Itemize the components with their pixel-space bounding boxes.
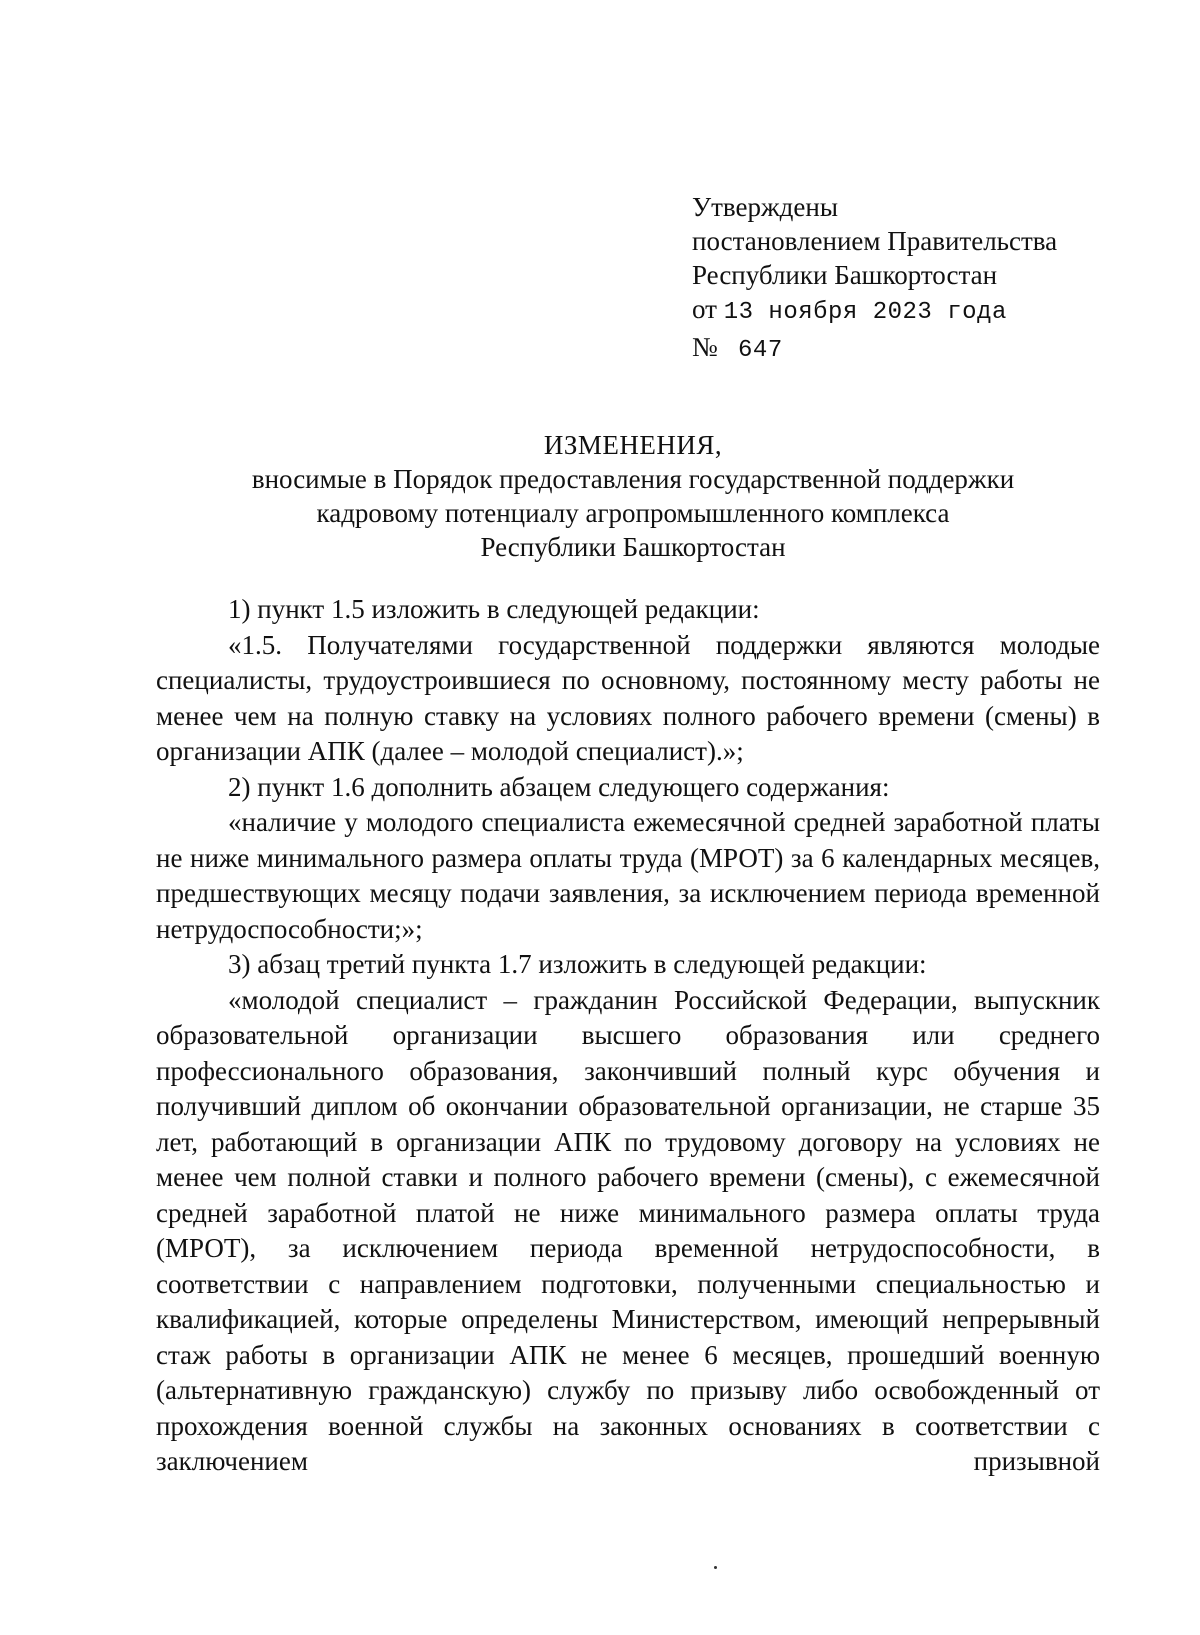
approval-number-value: 647 <box>738 337 783 364</box>
approval-line-approved: Утверждены <box>692 192 838 222</box>
paragraph-quote-1-7: «молодой специалист – гражданин Российской Федерации, выпускник образовательной организации высшего образования или среднего профессионального образования, закончивший полный курс обучения и получивший диплом об окончании образовательной организации, не старше 35 лет, работающий в организации АПК по трудовому договору на условиях не менее чем полной ставки и полного рабочего времени (смены), с ежемесячной средней заработной платой не ниже минимального размера оплаты труда (МРОТ), за исключением периода временной нетрудоспособности, в соответствии с направлением подготовки, полученными специальностью и квалификацией, которые определены Министерством, имеющий непрерывный стаж работы в организации АПК не менее 6 месяцев, прошедший военную (альтернативную гражданскую) службу по призыву либо освобожденный от прохождения военной службы на законных основаниях в соответствии с заключением призывной <box>156 984 1100 1476</box>
paragraph-quote-1-5: «1.5. Получателями государственной поддержки являются молодые специалисты, трудоустроившиеся по основному, постоянному месту работы не менее чем на полную ставку на условиях полного рабочего времени (смены) в организации АПК (далее – молодой специалист).»; <box>156 629 1100 766</box>
document-title-block <box>150 428 1116 564</box>
paragraph-item-2: 2) пункт 1.6 дополнить абзацем следующего содержания: <box>228 771 890 802</box>
approval-number-line <box>692 330 1057 368</box>
approval-date-value: 13 ноября 2023 года <box>723 299 1007 326</box>
approval-line-resolution: постановлением Правительства <box>692 226 1058 256</box>
approval-stamp-block <box>692 190 1057 368</box>
paragraph-quote-1-6: «наличие у молодого специалиста ежемесячной средней заработной платы не ниже минимального размера оплаты труда (МРОТ) за 6 календарных месяцев, предшествующих месяцу подачи заявления, за исключением периода временной нетрудоспособности;»; <box>156 807 1100 944</box>
approval-line-republic: Республики Башкортостан <box>692 260 998 290</box>
document-subtitle-line-1: вносимые в Порядок предоставления государственной поддержки <box>251 464 1015 494</box>
approval-date-prefix: от <box>692 294 717 324</box>
document-subtitle-line-3: Республики Башкортостан <box>480 532 786 562</box>
paragraph-item-3: 3) абзац третий пункта 1.7 изложить в следующей редакции: <box>228 949 927 979</box>
scan-speck <box>714 1566 717 1569</box>
document-subtitle-line-2: кадровому потенциалу агропромышленного комплекса <box>316 498 950 528</box>
paragraph-item-1: 1) пункт 1.5 изложить в следующей редакции: <box>228 594 760 624</box>
document-body <box>156 592 1100 1480</box>
document-title: ИЗМЕНЕНИЯ, <box>543 430 723 460</box>
approval-date-line <box>692 292 1057 330</box>
approval-number-prefix: № <box>692 332 718 362</box>
